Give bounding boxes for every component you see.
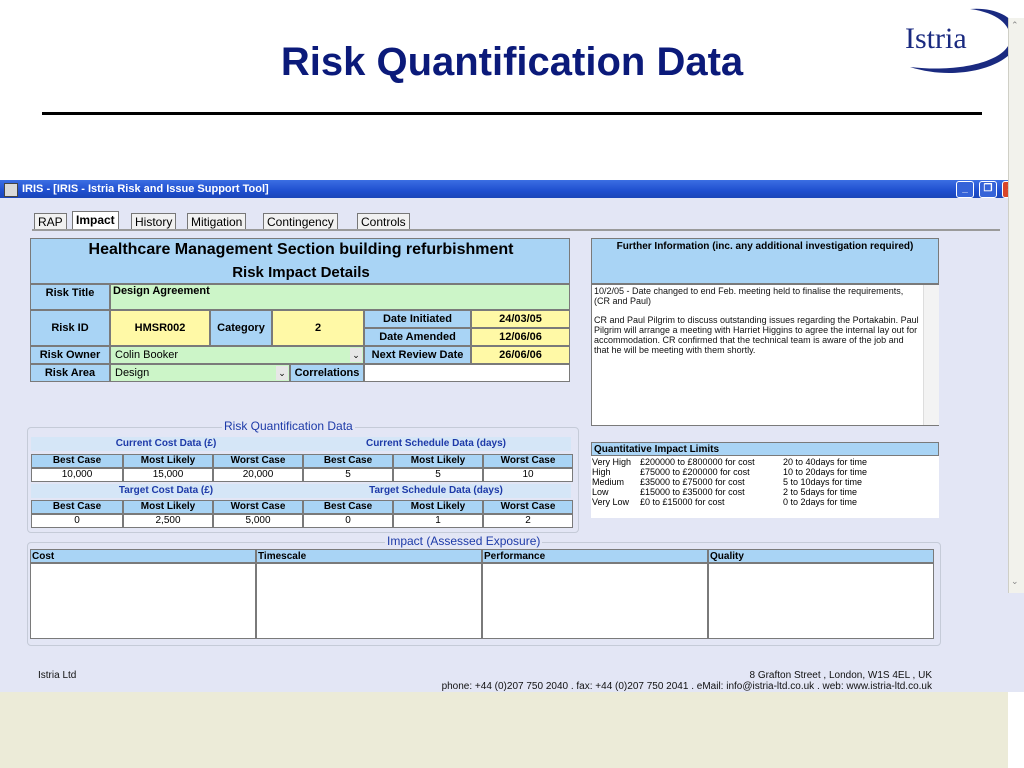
restore-button[interactable]: ❐ bbox=[979, 181, 997, 198]
col-most-likely: Most Likely bbox=[393, 454, 483, 468]
risk-quant-title: Risk Quantification Data bbox=[224, 419, 353, 433]
impact-col-cost: Cost bbox=[30, 549, 256, 563]
risk-title-input[interactable]: Design Agreement bbox=[110, 284, 570, 310]
vertical-scrollbar[interactable] bbox=[1008, 18, 1024, 593]
col-best-case: Best Case bbox=[31, 500, 123, 514]
risk-area-label: Risk Area bbox=[30, 364, 110, 382]
current-schedule-likely[interactable]: 5 bbox=[393, 468, 483, 482]
col-most-likely: Most Likely bbox=[123, 500, 213, 514]
tab-impact[interactable]: Impact bbox=[72, 211, 119, 230]
limit-level: Very Low bbox=[592, 497, 630, 507]
col-best-case: Best Case bbox=[303, 500, 393, 514]
risk-id-label: Risk ID bbox=[30, 310, 110, 346]
target-schedule-likely[interactable]: 1 bbox=[393, 514, 483, 528]
risk-header bbox=[30, 238, 570, 284]
window-titlebar[interactable] bbox=[0, 180, 1024, 198]
category-field[interactable]: 2 bbox=[272, 310, 364, 346]
tab-rap[interactable]: RAP bbox=[34, 213, 67, 230]
impact-cost-field[interactable] bbox=[30, 563, 256, 639]
limit-cost: £15000 to £35000 for cost bbox=[640, 487, 745, 497]
target-schedule-worst[interactable]: 2 bbox=[483, 514, 573, 528]
footer-address: 8 Grafton Street , London, W1S 4EL , UK bbox=[749, 670, 932, 681]
limit-time: 20 to 40days for time bbox=[783, 457, 868, 467]
app-icon bbox=[4, 183, 18, 197]
further-info-text bbox=[594, 286, 920, 364]
limit-time: 10 to 20days for time bbox=[783, 467, 868, 477]
date-amended-field[interactable]: 12/06/06 bbox=[471, 328, 570, 346]
footer-company: Istria Ltd bbox=[38, 670, 77, 681]
quant-limits-header: Quantitative Impact Limits bbox=[591, 442, 939, 456]
target-cost-likely[interactable]: 2,500 bbox=[123, 514, 213, 528]
slide-title: Risk Quantification Data bbox=[280, 40, 744, 84]
risk-area-value: Design bbox=[115, 367, 150, 379]
col-worst-case: Worst Case bbox=[483, 500, 573, 514]
impact-title: Impact (Assessed Exposure) bbox=[387, 534, 541, 548]
risk-impact-subtitle: Risk Impact Details bbox=[232, 264, 370, 281]
current-schedule-worst[interactable]: 10 bbox=[483, 468, 573, 482]
col-best-case: Best Case bbox=[303, 454, 393, 468]
correlations-label: Correlations bbox=[290, 364, 364, 382]
tab-history[interactable]: History bbox=[131, 213, 176, 230]
date-initiated-label: Date Initiated bbox=[364, 310, 471, 328]
window-title: IRIS - [IRIS - Istria Risk and Issue Support Tool] bbox=[22, 183, 269, 195]
current-cost-title: Current Cost Data (£) bbox=[115, 438, 217, 449]
logo-text: Istria bbox=[905, 22, 967, 55]
target-cost-title: Target Cost Data (£) bbox=[118, 485, 214, 496]
impact-performance-field[interactable] bbox=[482, 563, 708, 639]
limit-level: Low bbox=[592, 487, 609, 497]
risk-owner-select[interactable] bbox=[110, 346, 364, 364]
chevron-down-icon[interactable]: ⌄ bbox=[276, 366, 288, 380]
col-best-case: Best Case bbox=[31, 454, 123, 468]
col-most-likely: Most Likely bbox=[123, 454, 213, 468]
tab-mitigation[interactable]: Mitigation bbox=[187, 213, 246, 230]
current-schedule-best[interactable]: 5 bbox=[303, 468, 393, 482]
date-amended-label: Date Amended bbox=[364, 328, 471, 346]
scroll-down-icon[interactable]: ⌄ bbox=[1011, 576, 1019, 586]
limit-cost: £200000 to £800000 for cost bbox=[640, 457, 755, 467]
impact-quality-field[interactable] bbox=[708, 563, 934, 639]
risk-title-label: Risk Title bbox=[30, 284, 110, 310]
target-schedule-title: Target Schedule Data (days) bbox=[369, 485, 503, 496]
tab-controls[interactable]: Controls bbox=[357, 213, 410, 230]
col-worst-case: Worst Case bbox=[213, 454, 303, 468]
impact-col-timescale: Timescale bbox=[256, 549, 482, 563]
impact-col-performance: Performance bbox=[482, 549, 708, 563]
chevron-down-icon[interactable]: ⌄ bbox=[350, 348, 362, 362]
target-cost-worst[interactable]: 5,000 bbox=[213, 514, 303, 528]
next-review-label: Next Review Date bbox=[364, 346, 471, 364]
impact-timescale-field[interactable] bbox=[256, 563, 482, 639]
date-initiated-field[interactable]: 24/03/05 bbox=[471, 310, 570, 328]
limit-time: 0 to 2days for time bbox=[783, 497, 858, 507]
col-worst-case: Worst Case bbox=[483, 454, 573, 468]
textarea-scrollbar[interactable] bbox=[923, 285, 939, 425]
further-info-textarea[interactable] bbox=[591, 284, 939, 426]
limit-time: 2 to 5days for time bbox=[783, 487, 858, 497]
limit-time: 5 to 10days for time bbox=[783, 477, 863, 487]
further-info-paragraph: 10/2/05 - Date changed to end Feb. meeting held to finalise the requirements, (CR and Paul) bbox=[594, 286, 904, 306]
minimize-button[interactable]: _ bbox=[956, 181, 974, 198]
impact-col-quality: Quality bbox=[708, 549, 934, 563]
current-schedule-title: Current Schedule Data (days) bbox=[365, 438, 507, 449]
limit-level: Medium bbox=[592, 477, 625, 487]
current-cost-best[interactable]: 10,000 bbox=[31, 468, 123, 482]
section-title: Healthcare Management Section building refurbishment bbox=[88, 241, 514, 258]
risk-area-select[interactable] bbox=[110, 364, 290, 382]
limit-cost: £0 to £15000 for cost bbox=[640, 497, 725, 507]
footer-contact: phone: +44 (0)207 750 2040 . fax: +44 (0)207 750 2041 . eMail: info@istria-ltd.co.uk . web: www.istria-ltd.co.uk bbox=[441, 681, 932, 692]
limit-level: High bbox=[592, 467, 611, 477]
limit-level: Very High bbox=[592, 457, 632, 467]
workspace-background bbox=[0, 692, 1008, 768]
category-label: Category bbox=[210, 310, 272, 346]
col-worst-case: Worst Case bbox=[213, 500, 303, 514]
col-most-likely: Most Likely bbox=[393, 500, 483, 514]
risk-owner-label: Risk Owner bbox=[30, 346, 110, 364]
further-info-header: Further Information (inc. any additional investigation required) bbox=[591, 238, 939, 284]
limit-cost: £35000 to £75000 for cost bbox=[640, 477, 745, 487]
risk-owner-value: Colin Booker bbox=[115, 349, 178, 361]
risk-id-field[interactable]: HMSR002 bbox=[110, 310, 210, 346]
limit-cost: £75000 to £200000 for cost bbox=[640, 467, 750, 477]
further-info-paragraph: CR and Paul Pilgrim to discuss outstanding issues regarding the Portakabin. Paul Pilgrim will arrange a meeting with Harriet Higgins to agree the internal lay out for accommodation. CR confirmed that the technical team is aware of the job and that he will be meeting with them shortly. bbox=[594, 315, 919, 355]
next-review-field[interactable]: 26/06/06 bbox=[471, 346, 570, 364]
scroll-up-icon[interactable]: ⌃ bbox=[1011, 20, 1019, 30]
quant-limits-list bbox=[591, 456, 939, 518]
tab-contingency[interactable]: Contingency bbox=[263, 213, 338, 230]
title-divider bbox=[42, 112, 982, 115]
tab-divider bbox=[32, 229, 1000, 231]
current-cost-worst[interactable]: 20,000 bbox=[213, 468, 303, 482]
target-schedule-best[interactable]: 0 bbox=[303, 514, 393, 528]
current-cost-likely[interactable]: 15,000 bbox=[123, 468, 213, 482]
target-cost-best[interactable]: 0 bbox=[31, 514, 123, 528]
correlations-field[interactable] bbox=[364, 364, 570, 382]
